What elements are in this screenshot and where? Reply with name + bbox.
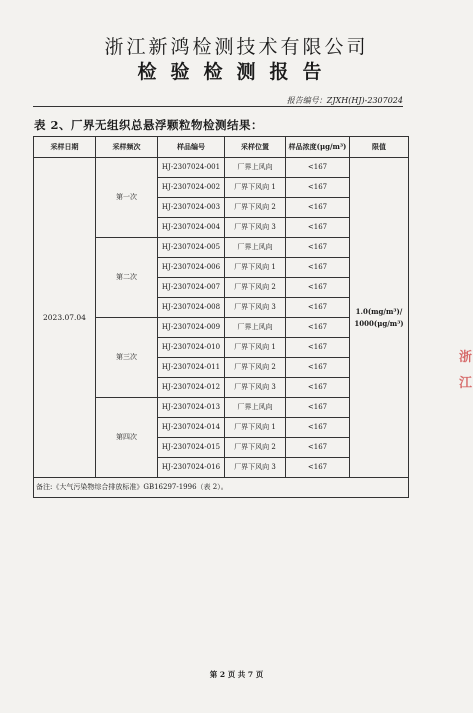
sample-position: 厂界下风向 1 bbox=[225, 418, 286, 438]
table-header-row bbox=[34, 137, 409, 158]
sample-concentration: <167 bbox=[286, 338, 350, 358]
sample-concentration: <167 bbox=[286, 438, 350, 458]
sample-position: 厂界下风向 1 bbox=[225, 258, 286, 278]
sample-concentration: <167 bbox=[286, 238, 350, 258]
limit-ug: 1000(μg/m³) bbox=[354, 318, 404, 328]
sample-position: 厂界下风向 3 bbox=[225, 298, 286, 318]
limit-mg: 1.0(mg/m³)/ bbox=[355, 307, 403, 317]
seal-stamp-edge: 浙江 bbox=[459, 350, 473, 391]
sampling-date: 2023.07.04 bbox=[34, 158, 96, 478]
col-header-sample-id: 样品编号 bbox=[158, 137, 225, 158]
sample-id: HJ-2307024-015 bbox=[158, 438, 225, 458]
sample-concentration: <167 bbox=[286, 298, 350, 318]
sample-concentration: <167 bbox=[286, 378, 350, 398]
sample-position: 厂界上风向 bbox=[225, 238, 286, 258]
sample-id: HJ-2307024-002 bbox=[158, 178, 225, 198]
sampling-frequency: 第二次 bbox=[96, 238, 158, 318]
sample-concentration: <167 bbox=[286, 358, 350, 378]
sample-position: 厂界下风向 3 bbox=[225, 458, 286, 478]
table-row bbox=[34, 158, 409, 178]
document-title: 检验检测报告 bbox=[137, 61, 336, 83]
sample-id: HJ-2307024-003 bbox=[158, 198, 225, 218]
sample-id: HJ-2307024-006 bbox=[158, 258, 225, 278]
sample-id: HJ-2307024-010 bbox=[158, 338, 225, 358]
sample-position: 厂界下风向 1 bbox=[225, 338, 286, 358]
sample-id: HJ-2307024-011 bbox=[158, 358, 225, 378]
col-header-frequency: 采样频次 bbox=[96, 137, 158, 158]
sample-position: 厂界下风向 2 bbox=[225, 278, 286, 298]
sample-position: 厂界下风向 2 bbox=[225, 198, 286, 218]
sample-position: 厂界下风向 2 bbox=[225, 438, 286, 458]
sample-concentration: <167 bbox=[286, 178, 350, 198]
page-number: 第 2 页 共 7 页 bbox=[209, 670, 264, 679]
sample-id: HJ-2307024-008 bbox=[158, 298, 225, 318]
sample-id: HJ-2307024-007 bbox=[158, 278, 225, 298]
sample-id: HJ-2307024-016 bbox=[158, 458, 225, 478]
sample-position: 厂界上风向 bbox=[225, 158, 286, 178]
sample-id: HJ-2307024-005 bbox=[158, 238, 225, 258]
sample-id: HJ-2307024-013 bbox=[158, 398, 225, 418]
table-note: 备注:《大气污染物综合排放标准》GB16297-1996（表 2）。 bbox=[34, 478, 409, 498]
sample-position: 厂界下风向 3 bbox=[225, 218, 286, 238]
sample-concentration: <167 bbox=[286, 458, 350, 478]
sample-id: HJ-2307024-012 bbox=[158, 378, 225, 398]
sample-position: 厂界下风向 2 bbox=[225, 358, 286, 378]
limit-value bbox=[350, 158, 409, 478]
sample-id: HJ-2307024-001 bbox=[158, 158, 225, 178]
sample-id: HJ-2307024-004 bbox=[158, 218, 225, 238]
note-row bbox=[34, 478, 409, 498]
company-name: 浙江新鸿检测技术有限公司 bbox=[104, 36, 369, 58]
col-header-date: 采样日期 bbox=[34, 137, 96, 158]
header-rule bbox=[33, 106, 403, 107]
sample-id: HJ-2307024-014 bbox=[158, 418, 225, 438]
sample-id: HJ-2307024-009 bbox=[158, 318, 225, 338]
col-header-position: 采样位置 bbox=[225, 137, 286, 158]
col-header-limit: 限值 bbox=[350, 137, 409, 158]
sampling-frequency: 第三次 bbox=[96, 318, 158, 398]
sample-concentration: <167 bbox=[286, 198, 350, 218]
sampling-frequency: 第一次 bbox=[96, 158, 158, 238]
sample-position: 厂界上风向 bbox=[225, 318, 286, 338]
sample-concentration: <167 bbox=[286, 218, 350, 238]
table-title: 表 2、厂界无组织总悬浮颗粒物检测结果： bbox=[34, 118, 264, 132]
sample-concentration: <167 bbox=[286, 158, 350, 178]
sample-position: 厂界下风向 1 bbox=[225, 178, 286, 198]
col-header-concentration: 样品浓度(μg/m³) bbox=[286, 137, 350, 158]
sample-concentration: <167 bbox=[286, 418, 350, 438]
sample-concentration: <167 bbox=[286, 318, 350, 338]
sample-concentration: <167 bbox=[286, 258, 350, 278]
sample-concentration: <167 bbox=[286, 278, 350, 298]
sample-position: 厂界上风向 bbox=[225, 398, 286, 418]
sample-concentration: <167 bbox=[286, 398, 350, 418]
sample-position: 厂界下风向 3 bbox=[225, 378, 286, 398]
results-table bbox=[33, 136, 409, 498]
report-number: 报告编号：ZJXH(HJ)-2307024 bbox=[286, 96, 403, 105]
sampling-frequency: 第四次 bbox=[96, 398, 158, 478]
